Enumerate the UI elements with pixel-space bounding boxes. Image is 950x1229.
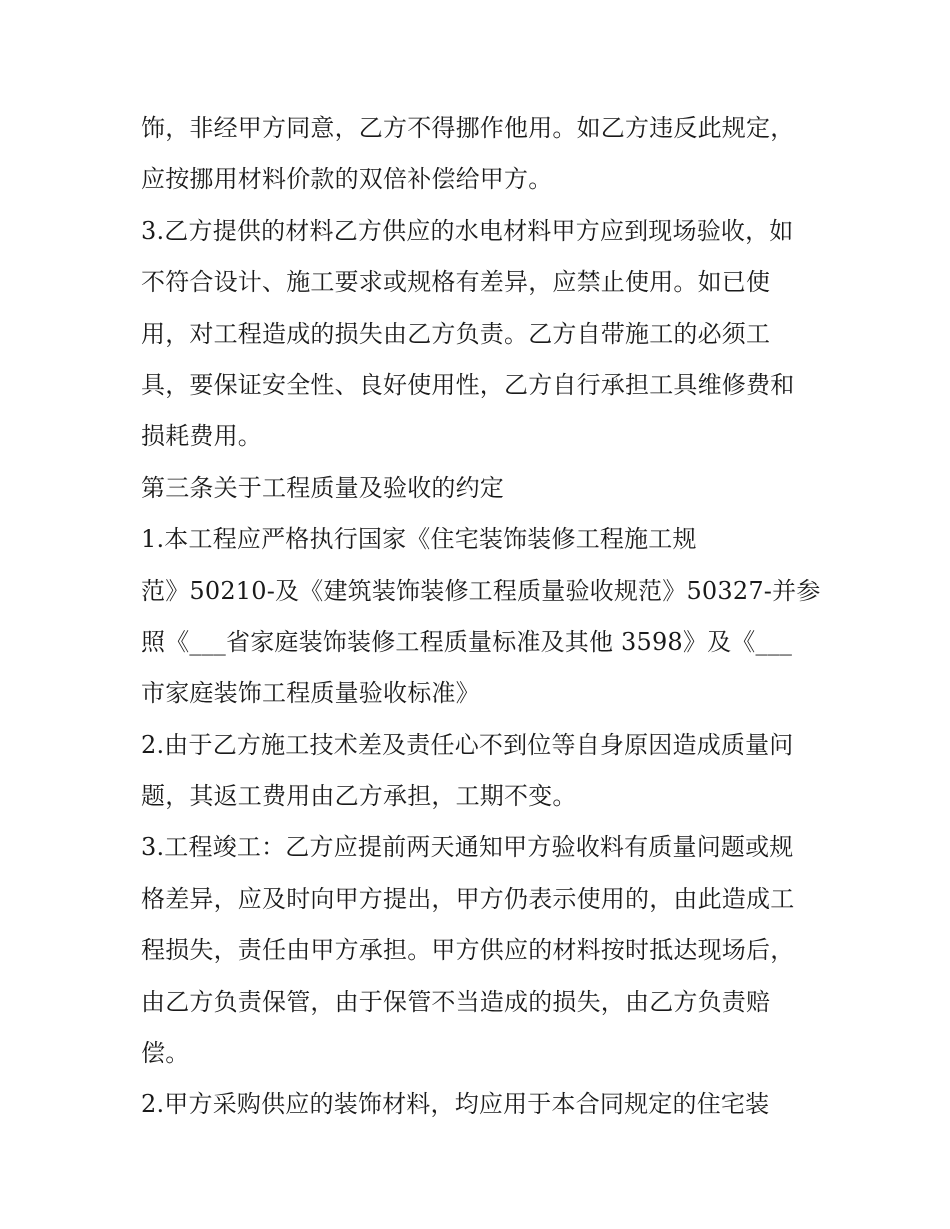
text-line: 不符合设计、施工要求或规格有差异，应禁止使用。如已使 <box>141 268 771 297</box>
text-line: 应按挪用材料价款的双倍补偿给甲方。 <box>141 165 553 194</box>
text-line: 饰，非经甲方同意，乙方不得挪作他用。如乙方违反此规定， <box>141 114 795 142</box>
text-line: 1.本工程应严格执行国家《住宅装饰装修工程施工规 <box>141 525 697 554</box>
text-line: 由乙方负责保管，由于保管不当造成的损失，由乙方负责赔 <box>141 987 771 1016</box>
text-line: 3.工程竣工：乙方应提前两天通知甲方验收料有质量问题或规 <box>141 833 794 862</box>
text-line: 题，其返工费用由乙方承担，工期不变。 <box>141 782 577 811</box>
text-line: 损耗费用。 <box>141 422 262 451</box>
text-line: 照《___省家庭装饰装修工程质量标准及其他 3598》及《___ <box>141 627 793 656</box>
text-line: 3.乙方提供的材料乙方供应的水电材料甲方应到现场验收，如 <box>141 216 794 245</box>
text-line: 用，对工程造成的损失由乙方负责。乙方自带施工的必须工 <box>141 319 771 348</box>
text-line: 2.由于乙方施工技术差及责任心不到位等自身原因造成质量问 <box>141 730 794 759</box>
text-line: 偿。 <box>141 1039 190 1068</box>
text-line: 市家庭装饰工程质量验收标准》 <box>141 679 480 708</box>
text-line: 程损失，责任由甲方承担。甲方供应的材料按时抵达现场后， <box>141 936 795 965</box>
section-heading: 第三条关于工程质量及验收的约定 <box>141 473 504 502</box>
document-body <box>141 103 821 1131</box>
text-line: 2.甲方采购供应的装饰材料，均应用于本合同规定的住宅装 <box>141 1090 770 1119</box>
text-line: 范》50210-及《建筑装饰装修工程质量验收规范》50327-并参 <box>141 576 821 605</box>
text-line: 具，要保证安全性、良好使用性，乙方自行承担工具维修费和 <box>141 370 795 399</box>
text-line: 格差异，应及时向甲方提出，甲方仍表示使用的，由此造成工 <box>141 884 795 913</box>
